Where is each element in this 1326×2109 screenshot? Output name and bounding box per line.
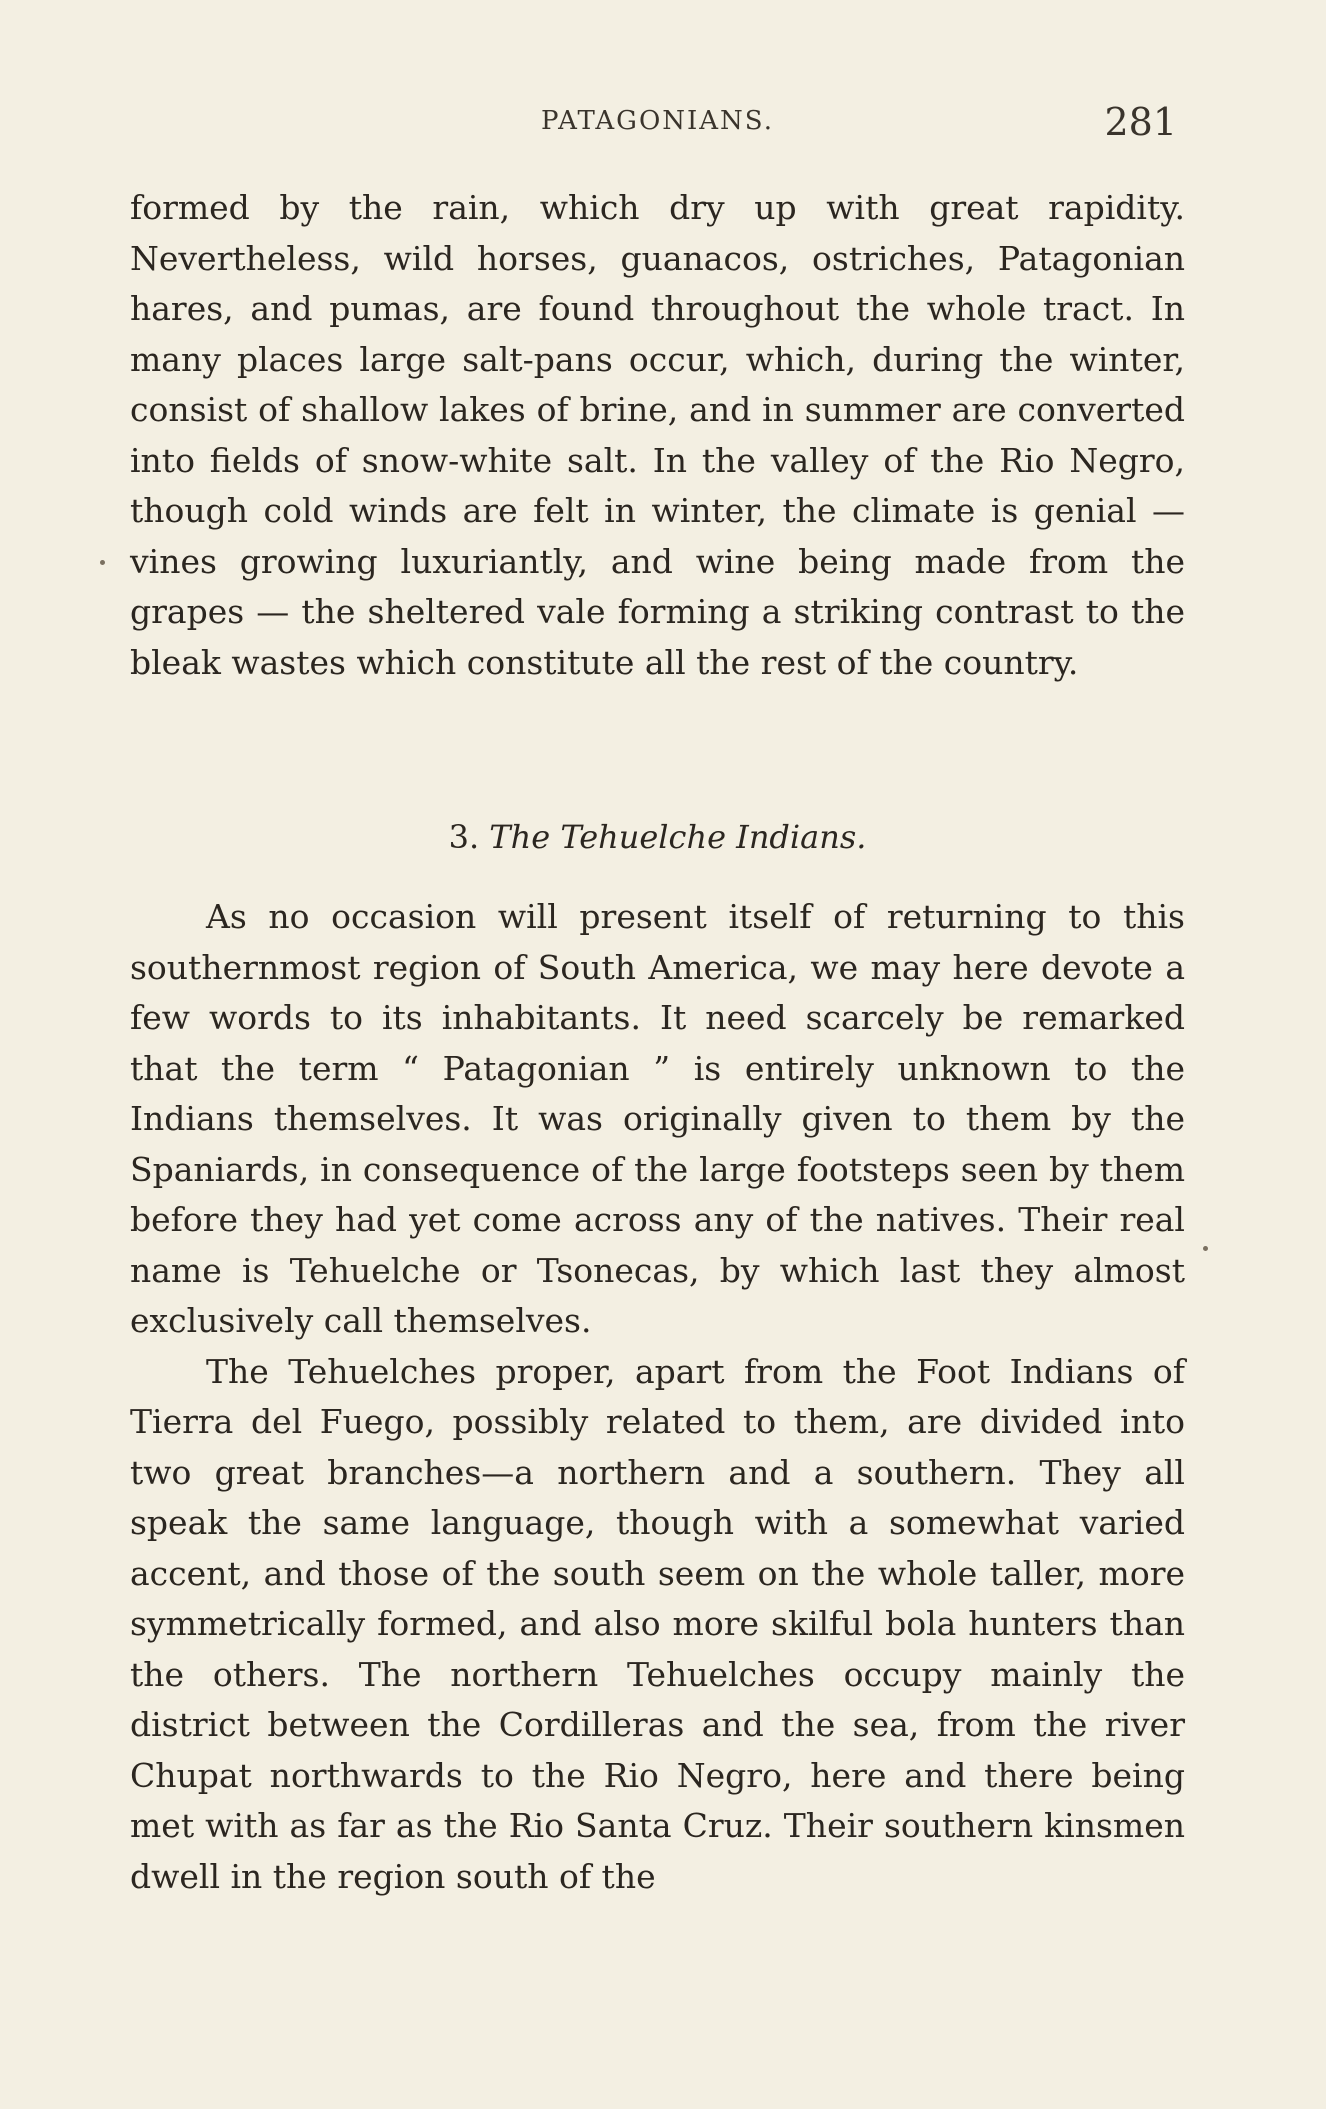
running-title: PATAGONIANS. <box>541 106 774 136</box>
paragraph-1: formed by the rain, which dry up with great rapidity. Nevertheless, wild horses, guanacos, ostriches, Patagonian hares, and pumas, are found throughout the whole tract. In many places large salt-pans occur, which, during the winter, consist of shallow lakes of brine, and in summer are converted into fields of snow-white salt. In the valley of the Rio Negro, though cold winds are felt in winter, the climate is genial — vines growing luxuriantly, and wine being made from the grapes — the sheltered vale forming a striking contrast to the bleak wastes which constitute all the rest of the country. <box>130 188 1185 682</box>
paragraph-3: The Tehuelches proper, apart from the Foot Indians of Tierra del Fuego, possibly related to them, are divided into two great branches—a northern and a southern. They all speak the same language, though with a somewhat varied accent, and those of the south seem on the whole taller, more symmetrically formed, and also more skilful bola hunters than the others. The northern Tehuelches occupy mainly the district between the Cordilleras and the sea, from the river Chupat northwards to the Rio Negro, here and there being met with as far as the Rio Santa Cruz. Their southern kinsmen dwell in the region south of the <box>130 1351 1185 1896</box>
page-number: 281 <box>1104 100 1177 144</box>
section-title: The Tehuelche Indians. <box>489 818 867 856</box>
margin-mark <box>1203 1246 1208 1251</box>
paragraph-2: As no occasion will present itself of returning to this southernmost region of South America, we may here devote a few words to its inhabitants. It need scarcely be remarked that the term “ Patagonian ” is entirely unknown to the Indians themselves. It was originally given to them by the Spaniards, in consequence of the large footsteps seen by them before they had yet come across any of the natives. Their real name is Tehuelche or Tsonecas, by which last they almost exclusively call themselves. <box>130 897 1185 1340</box>
text-block-2 <box>130 892 1185 1902</box>
section-heading <box>130 815 1185 859</box>
text-block-1 <box>130 183 1185 688</box>
section-number: 3. <box>448 818 480 856</box>
margin-mark <box>100 560 105 565</box>
running-head <box>130 100 1185 150</box>
